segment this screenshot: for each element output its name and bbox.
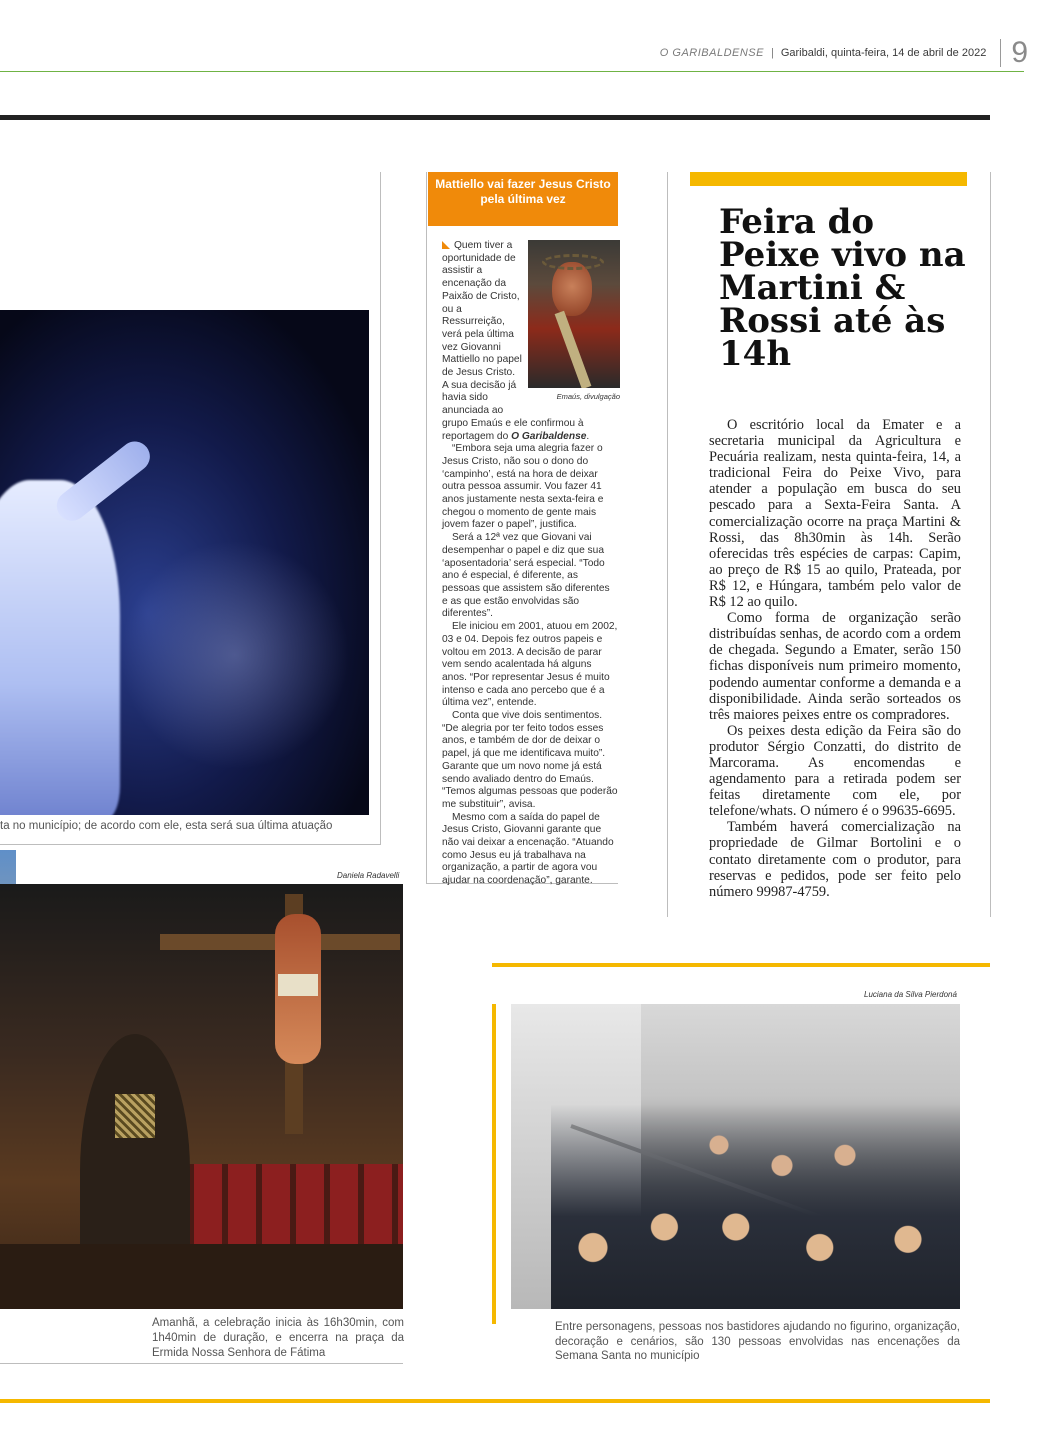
page-number-divider — [1000, 39, 1001, 67]
page-number: 9 — [1011, 36, 1028, 69]
sidebar-paragraph: Ele iniciou em 2001, atuou em 2002, 03 e 04. Depois fez outros papeis e voltou em 2013. A decisão de parar vem sendo acalentada há alguns anos. “Por representar Jesus é muito intenso e cada ano percebo que é a última vez”, entende. — [442, 621, 618, 709]
header-separator: | — [770, 47, 774, 59]
sidebar-paragraph-text: Quem tiver a oportunidade de assistir a encenação da Paixão de Cristo, ou a Ressurreição, verá pela última vez Giovanni Mattiello no papel de Jesus Cristo. A sua decisão já havia sido anunciada ao grupo Emaús e ele confirmou à reportagem do — [442, 240, 584, 442]
sidebar-paragraph: Será a 12ª vez que Giovani vai desempenhar o papel e diz que sua ‘aposentadoria’ será especial. “Todo ano é especial, é diferente, as pessoas que assistem são diferentes e as que estão envolvidas são diferentes”. — [442, 532, 610, 620]
sidebar-body — [442, 240, 618, 888]
article-paragraph: Também haverá comercialização na propriedade de Gilmar Bortolini e o contato diretamente com o produtor, para reservas e pedidos, pode ser feito pelo número 99987-4759. — [709, 819, 961, 900]
sidebar-paragraph: Conta que vive dois sentimentos. “De alegria por ter feito todos esses anos, e também de dor de deixar o papel, já que me identificava muito”. Garante que um novo nome já está sendo avaliado dentro do Emaús. “Temos algumas pessoas que poderão me substituir”, avisa. — [442, 710, 618, 810]
sidebar-divider — [426, 172, 427, 884]
sidebar-paragraph: Mesmo com a saída do papel de Jesus Cristo, Giovanni garante que não vai deixar a encenação. “Atuando como Jesus eu já trabalhava na organização, a partir de agora vou ajudar na coordenação”, garante. — [442, 811, 614, 887]
page-header — [660, 38, 1028, 68]
photo-loincloth — [278, 974, 318, 996]
sidebar-paragraph-end: . — [586, 430, 590, 442]
article-paragraph: O escritório local da Emater e a secretaria municipal da Agricultura e Pecuária realizam, nesta quinta-feira, 14, a tradicional Feira do Peixe Vivo, para atender a população em busca do seu pescado para a Sexta-Feira Santa. A comercialização ocorre na praça Martini & Rossi, das 8h30min às 14h. Serão oferecidas três espécies de carpas: Capim, ao preço de R$ 15 ao quilo, Prateada, por R$ 12, e Húngara, também pelo valor de R$ 12 ao quilo. — [709, 417, 961, 611]
orange-triangle-icon — [442, 241, 450, 249]
photo-soldiers — [160, 1164, 403, 1254]
publication-mention: O Garibaldense — [511, 430, 587, 442]
photo-ground — [0, 1244, 403, 1309]
photo-mist — [120, 540, 350, 770]
publication-name: O GARIBALDENSE — [659, 47, 764, 59]
bottom-photo-caption: Amanhã, a celebração inicia às 16h30min, com 1h40min de duração, e encerra na praça da Ermida Nossa Senhora de Fátima — [152, 1317, 404, 1359]
article-paragraph: Como forma de organização serão distribuídas senhas, de acordo com a ordem de chegada. Segundo a Emater, serão 150 fichas disponíveis num primeiro momento, podendo aumentar conforme a demanda e a disponibilidade. Ainda serão sorteados os três maiores peixes entre os compradores. — [709, 610, 961, 723]
bottom-photo-credit: Daniela Radavelli — [337, 871, 400, 880]
photo-breastplate — [115, 1094, 155, 1138]
photo-group-of-people — [551, 1104, 960, 1309]
portrait-face — [552, 262, 592, 316]
crown-of-thorns-icon — [542, 254, 604, 270]
sidebar-photo — [528, 240, 620, 402]
main-article — [667, 172, 992, 917]
article-accent-bar — [690, 172, 967, 186]
caption-rule — [0, 1363, 403, 1364]
sidebar-title: Mattiello vai fazer Jesus Cristo pela última vez — [428, 172, 618, 226]
mid-accent-rule — [492, 963, 990, 967]
jesus-performance-photo — [0, 310, 369, 815]
header-rule — [0, 71, 1024, 72]
footer-accent-rule — [0, 1399, 990, 1403]
article-headline: Feira do Peixe vivo na Martini & Rossi até às 14h — [719, 202, 966, 374]
article-right-divider — [990, 172, 991, 917]
crucifixion-scene-photo — [0, 884, 403, 1309]
sidebar-photo-credit: Emaús, divulgação — [556, 392, 620, 401]
article-paragraph: Os peixes desta edição da Feira são do produtor Sérgio Conzatti, do distrito de Marcorama. As encomendas e agendamento para a retirada podem ser feitas diretamente com ele, por telefone/whats. O número é o 99635-6695. — [709, 722, 961, 820]
photo-robe — [0, 480, 120, 815]
sidebar-paragraph: “Embora seja uma alegria fazer o Jesus Cristo, não sou o dono do ‘campinho’, está na hora de deixar outra pessoa assumir. Vou fazer 41 anos justamente nesta sexta-feira e chegou o momento de gente mais jovem fazer o papel”, justifica. — [442, 443, 604, 531]
section-rule — [0, 115, 990, 120]
top-photo-caption: ta no município; de acordo com ele, esta será sua última atuação — [0, 820, 333, 832]
sidebar-story — [426, 172, 620, 887]
portrait-sash — [555, 311, 592, 388]
group-photo-accent-bar — [492, 1004, 496, 1324]
dateline: Garibaldi, quinta-feira, 14 de abril de 2022 — [780, 47, 987, 59]
article-left-divider — [667, 172, 668, 917]
group-photo — [511, 1004, 960, 1309]
group-photo-caption: Entre personagens, pessoas nos bastidores ajudando no figurino, organização, decoração e cenários, são 130 pessoas envolvidas nas encenações da Semana Santa no município — [555, 1321, 960, 1362]
article-body — [709, 417, 961, 900]
actor-portrait — [528, 240, 620, 388]
group-photo-credit: Luciana da Silva Pierdoná — [864, 990, 957, 999]
